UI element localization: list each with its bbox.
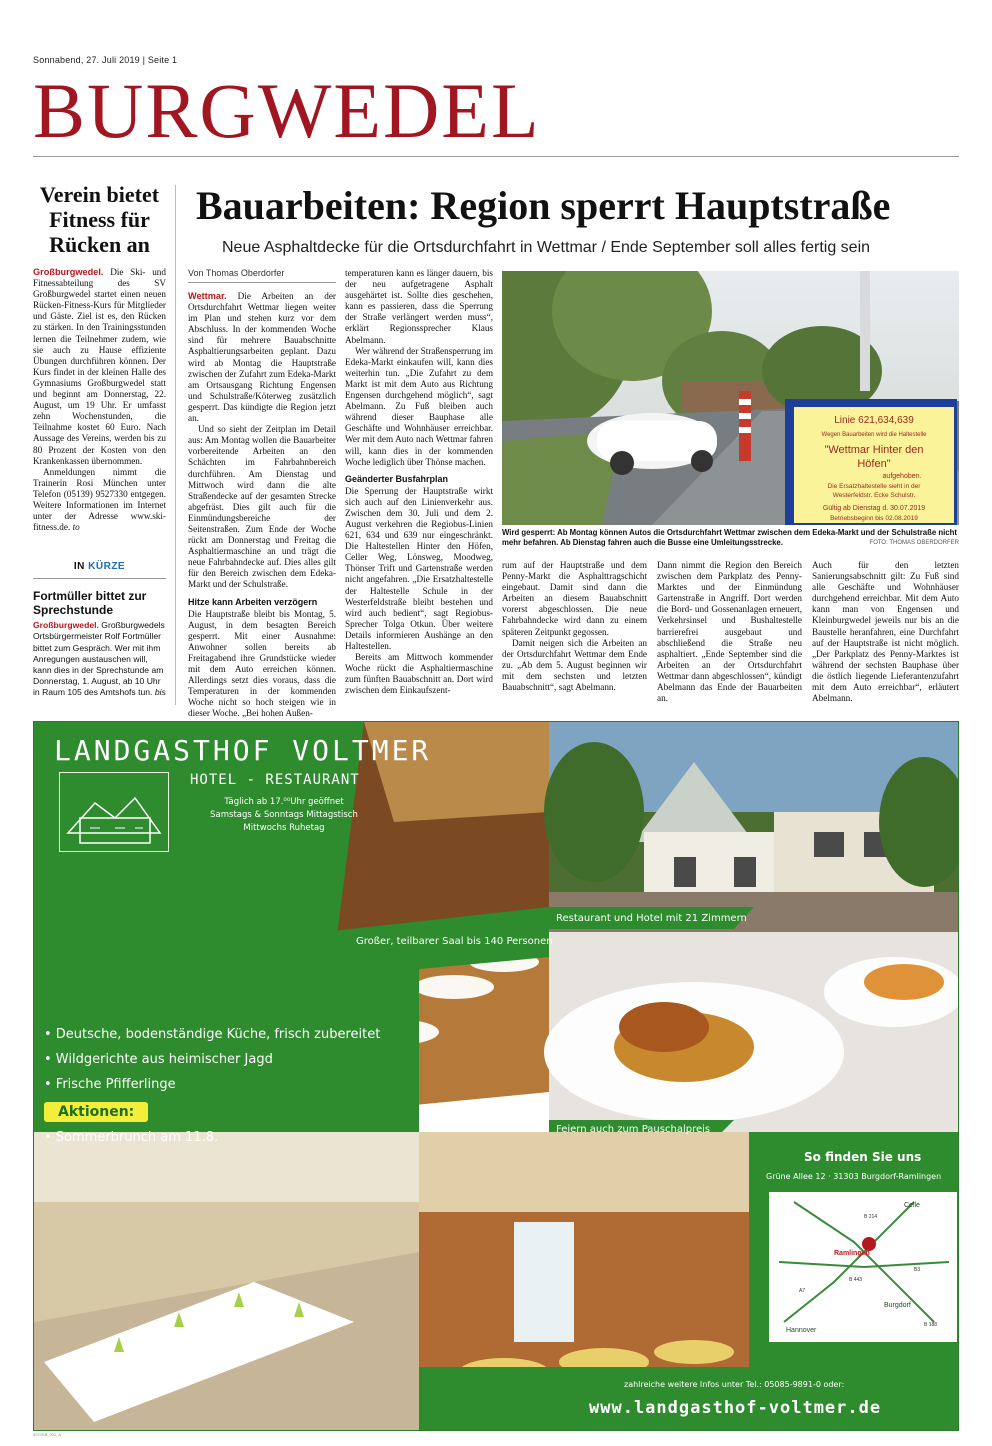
sign-line-1: Linie 621,634,639: [834, 415, 914, 426]
ad-subtitle: HOTEL - RESTAURANT: [190, 772, 360, 788]
ad-address: Grüne Allee 12 · 31303 Burgdorf-Ramlingen: [766, 1172, 942, 1181]
map-ramlingen: Ramlingen: [834, 1250, 870, 1257]
sidebar-text-2: Anmeldungen nimmt die Trainerin Rosi München unter Telefon (05139) 9527330 entgegen. Weitere Informationen im Internet unter der Adresse www.ski-fitness.de. to: [33, 466, 166, 533]
in-kuerze-rule: [33, 578, 166, 579]
bullet-wild: • Wildgerichte aus heimischer Jagd: [44, 1052, 273, 1067]
byline: Von Thomas Oberdorfer: [188, 268, 285, 278]
house-drawing-icon: [59, 772, 169, 852]
date-line: Sonnabend, 27. Juli 2019 | Seite 1: [33, 55, 178, 65]
finden-heading: So finden Sie uns: [804, 1150, 922, 1164]
sign-line-3: "Wettmar Hinter den: [824, 444, 924, 456]
article-column-1: Von Thomas Oberdorfer Wettmar. Die Arbeiten an der Ortsdurchfahrt Wettmar liegen weiter im Plan und stehen kurz vor dem Abschluss. In der kommenden Woche sind für mehrere Bauabschnitte Asphaltierungsarbeiten geplant. Dazu wird ab Montag die Hauptstraße zwischen der Zufahrt zum Edeka-Markt am Ortsausgang Richtung Engensen und Schulstraße/Köterweg zusätzlich gesperrt. Das kündigte die Region jetzt an. Und so sieht der Zeitplan im Detail aus: Am Montag wollen die Bauarbeiter vorbereitende Arbeiten an den Schächten im Fahrbahnbereich durchführen. Am Dienstag und Mittwoch wird dann die alte Straßendecke auf der gesamten Strecke abgefräst. Dies gilt auch für die Einmündungsbereiche der Seitenstraßen. Zum Ende der Woche rückt am Donnerstag und Freitag die Asphaltiermaschine an und trägt die neue Fahrbahndecke auf. Dies alles gilt für den Bereich zwischen dem Edeka-Markt und der Schulstraße. Hitze kann Arbeiten verzögern Die Hauptstraße bleibt bis Montag, 5. August, in dem besagten Bereich gesperrt. Mit einer Ausnahme: Anwohner sollen bereits ab Freitagabend ihre Grundstücke wieder mit dem Auto erreichen können. Allerdings setzt dies voraus, dass die Temperaturen in der kommenden Woche nicht so hoch steigen wie in dieser Woche. „Bei hohen Außen-: [188, 268, 336, 719]
footer-code: 3070SB_001_A: [33, 1432, 62, 1437]
sidebar-separator: [175, 185, 176, 705]
photo-caption: Wird gesperrt: Ab Montag können Autos die Ortsdurchfahrt Wettmar zwischen dem Edeka-Markt und der Schulstraße nicht mehr befahren. Ab Dienstag fahren auch die Busse eine Umleitungsstrecke. FOTO: THOMAS OBERDORFER: [502, 528, 959, 547]
article-column-5: Auch für den letzten Sanierungsabschnitt gilt: Zu Fuß sind alle Geschäfte und Wohnhäuser durchgehend erreichbar. Mit dem Auto kann man von Engensen und Kleinburgwedel jeweils nur bis an die Baustelle heranfahren, eine Durchfahrt auf der Hauptstraße ist nicht möglich. „Der Parkplatz des Penny-Marktes ist während der sechsten Bauphase über die östlich liegende Lieferantenzufahrt mit dem Auto erreichbar“, erläutert Abelmann.: [812, 560, 959, 704]
map-b3: B3: [914, 1267, 921, 1273]
masthead-rule: [33, 156, 959, 157]
voltmer-advertisement: [33, 721, 959, 1431]
map-b188: B 188: [924, 1322, 938, 1328]
sign-line-9: Betriebsbeginn bis 02.08.2019: [830, 515, 918, 522]
sidebar: [33, 166, 166, 699]
feiern-label: Feiern auch zum Pauschalpreis: [556, 1124, 711, 1135]
sign-line-8: Gültig ab Dienstag d. 30.07.2019: [822, 505, 926, 512]
sign-line-7: Westerfeldstr. Ecke Schulstr.: [832, 492, 916, 499]
ad-bullets: [44, 1022, 380, 1097]
map-hannover: Hannover: [786, 1327, 817, 1334]
sign-line-4: Höfen": [857, 458, 891, 470]
ad-title: LANDGASTHOF VOLTMER: [54, 734, 432, 767]
article-subhead: Neue Asphaltdecke für die Ortsdurchfahrt in Wettmar / Ende September soll alles fertig sein: [222, 239, 871, 256]
photo-credit: FOTO: THOMAS OBERDORFER: [869, 540, 959, 546]
opening-hours: Täglich ab 17.⁰⁰Uhr geöffnet Samstags & Sonntags Mittagstisch Mittwochs Ruhetag: [210, 797, 358, 833]
brief-text: Großburgwedel. Großburgwedels Ortsbürgermeister Rolf Fortmüller bittet zum Gespräch. Wer mit ihm Anregungen austauschen will, kann dies in der Sprechstunde am Donnerstag, 1. August, ab 10 Uhr in Raum 105 des Amtshofs tun. bis: [33, 620, 166, 698]
article-photo: [502, 271, 959, 525]
sidebar-place: Großburgwedel.: [33, 267, 104, 277]
masthead: BURGWEDEL: [33, 67, 541, 154]
bullet-sommerbrunch: • Sommerbrunch am 11.8.: [44, 1130, 219, 1145]
article-column-2: temperaturen kann es länger dauern, bis der neu aufgetragene Asphalt ausgehärtet ist. Sollte dies geschehen, kann es passieren, dass die Sperrung der Straße verlängert werden muss“, erklärt Regionssprecher Klaus Abelmann. Wer während der Straßensperrung im Edeka-Markt einkaufen will, kann dies weiterhin tun. „Die Zufahrt zu dem Markt ist mit dem Auto aus Richtung Engensen durchgehend möglich“, sagt Abelmann. Zu Fuß bleiben auch während dieser Bauphase alle Geschäfte und Wohnhäuser erreichbar. Wer mit dem Auto nach Wettmar fahren will, kann dies in der kommenden Woche lediglich über Thönse machen. Geänderter Busfahrplan Die Sperrung der Hauptstraße wirkt sich auch auf den Linienverkehr aus. Zwischen dem 30. Juli und dem 2. August verkehren die Regiobus-Linien 621, 634 und 639 nur eingeschränkt. Die Haltestellen Hinter den Höfen, Celler Weg, Lönsweg, Moodweg, Thönser Trift und Gartenstraße werden nicht angefahren. „Die Ersatzhaltestelle der Haltestelle Schule in der Westerfeldstraße bleibt bestehen und wird auch bedient“, sagt Regiobus-Sprecher Tolga Otkun. Über weitere Details informieren Aushänge an den Haltestellen. Bereits am Mittwoch kommender Woche rückt die Asphaltiermaschine zum fünften Bauabschnitt an. Dort wird zwischen dem Einkaufszent-: [345, 268, 493, 696]
ad-website-link[interactable]: www.landgasthof-voltmer.de: [589, 1398, 882, 1418]
aktionen-badge: Aktionen:: [44, 1102, 148, 1122]
subheading: Hitze kann Arbeiten verzögern: [188, 596, 318, 607]
subheading: Geänderter Busfahrplan: [345, 473, 449, 484]
article-headline: Bauarbeiten: Region sperrt Hauptstraße: [196, 183, 891, 228]
in-kuerze-label: IN KÜRZE: [73, 561, 126, 573]
map-celle: Celle: [904, 1202, 920, 1209]
article-column-4: Dann nimmt die Region den Bereich zwischen dem Parkplatz des Penny-Marktes und der Einmündung Gartenstraße in Angriff. Dort werden die Bord- und Gossenanlagen erneuert, Verkehrsinsel und Bushaltestelle barrierefrei ausgebaut und abschließend die Straße neu asphaltiert. „Ende September sind die Arbeiten an der Ortsdurchfahrt Wettmar dann abgeschlossen“, kündigt Abelmann das Ende der Bauarbeiten an.: [657, 560, 802, 704]
map-b443: B 443: [849, 1277, 863, 1283]
hotel-label: Restaurant und Hotel mit 21 Zimmern: [556, 913, 747, 924]
sign-line-6: Die Ersatzhaltestelle sieht in der: [827, 483, 921, 490]
ad-phone-info: zahlreiche weitere Infos unter Tel.: 05085-9891-0 oder:: [624, 1380, 845, 1389]
sign-line-5: aufgehoben.: [882, 473, 922, 480]
saal-label: Großer, teilbarer Saal bis 140 Personen: [356, 936, 553, 947]
map-a7: A7: [799, 1288, 806, 1294]
map-burgdorf: Burgdorf: [884, 1302, 911, 1309]
sign-line-2: Wegen Bauarbeiten wird die Haltestelle: [821, 432, 927, 438]
street-photo: [502, 271, 959, 525]
bullet-kueche: • Deutsche, bodenständige Küche, frisch zubereitet: [44, 1027, 381, 1042]
map-b214: B 214: [864, 1214, 878, 1220]
bullet-pfifferlinge: • Frische Pfifferlinge: [44, 1077, 176, 1092]
sidebar-text: Großburgwedel. Die Ski- und Fitnessabteilung des SV Großburgwedel startet einen neuen Rücken-Fitness-Kurs für Mitglieder und Gäste. Ziel ist es, den Rücken zu stärken. In den Trainingsstunden lernen die Teilnehmer zudem, wie sie auch zu Hause effiziente Übungen durchführen können. Der Kurs findet in der kleinen Halle des Gymnasiums Großburgwedel statt und beginnt am Donnerstag, 22. August, um 19 Uhr. Er umfasst zehn Wochenstunden, die Teilnahme kostet 60 Euro. Nach Aussage des Vereins, werden bis zu 80 Prozent der Kosten von den Krankenkassen übernommen.: [33, 267, 166, 466]
brief-headline: Fortmüller bittet zur Sprechstunde: [33, 589, 147, 618]
article-column-3: rum auf der Hauptstraße und dem Penny-Markt die Asphalttragschicht eingebaut. Damit sind dann die Arbeiten an diesem Bauabschnitt vorerst abgeschlossen. Die neue Fahrbahndecke wird dann zu einem späteren Zeitpunkt gegossen. Damit neigen sich die Arbeiten an der Ortsdurchfahrt Wettmar dem Ende zu. „Ab dem 5. August beginnen wir mit dem sechsten und letzten Bauabschnitt“, sagt Abelmann.: [502, 560, 647, 693]
sidebar-headline: Verein bietet Fitness für Rücken an: [39, 182, 160, 257]
